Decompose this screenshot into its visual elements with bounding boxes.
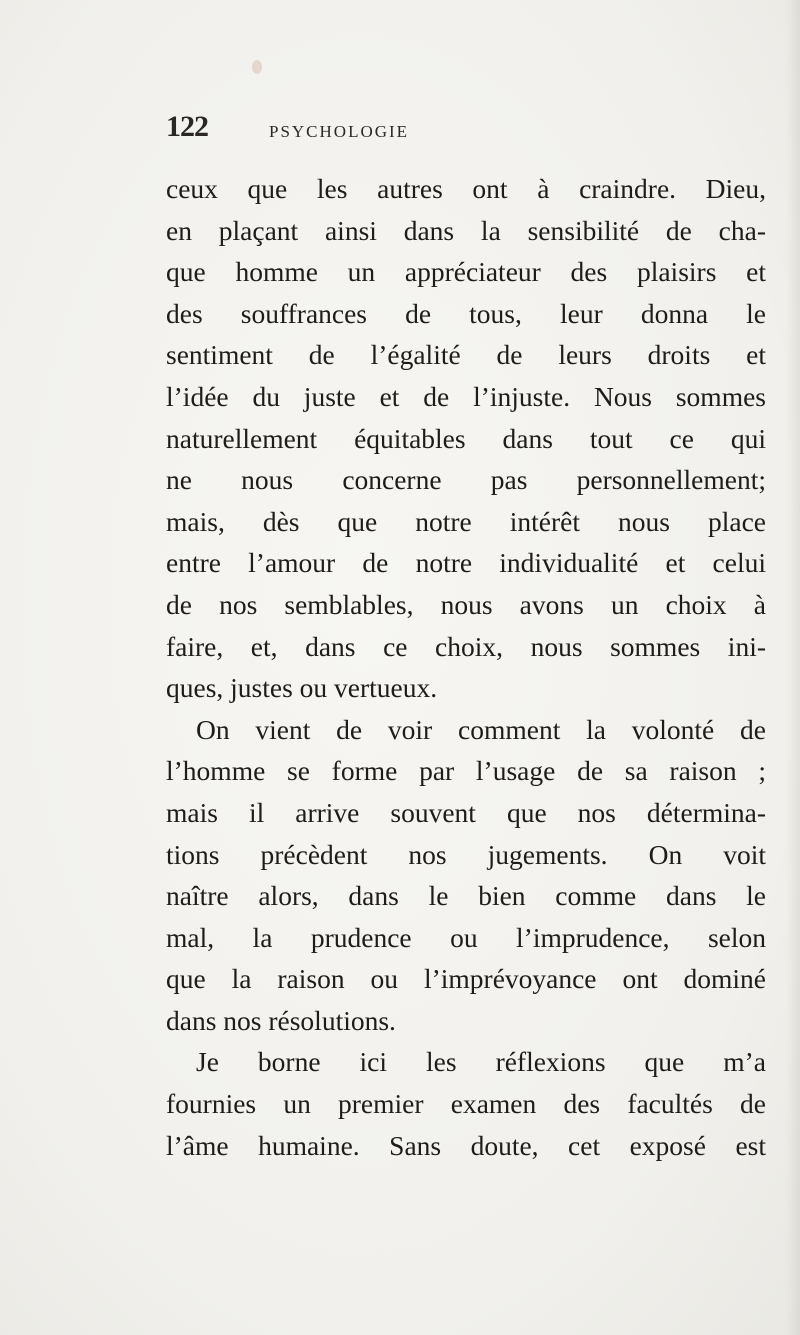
- body-text: [166, 168, 766, 1166]
- text-line: de nos semblables, nous avons un choix à: [166, 588, 766, 620]
- text-line: l’âme humaine. Sans doute, cet exposé est: [166, 1129, 766, 1161]
- page-header: [166, 110, 766, 150]
- running-head: PSYCHOLOGIE: [269, 122, 410, 141]
- text-line: fournies un premier examen des facultés de: [166, 1088, 766, 1120]
- text-line: ne nous concerne pas personnellement;: [166, 464, 766, 496]
- text-line: naître alors, dans le bien comme dans le: [166, 880, 766, 912]
- text-line: ques, justes ou vertueux.: [166, 672, 438, 704]
- text-line: Je borne ici les réflexions que m’a: [196, 1046, 766, 1078]
- text-line: en plaçant ainsi dans la sensibilité de cha-: [166, 214, 766, 246]
- text-line: entre l’amour de notre individualité et celui: [166, 547, 766, 579]
- text-line: l’homme se forme par l’usage de sa raison ;: [166, 755, 766, 787]
- text-line: l’idée du juste et de l’injuste. Nous sommes: [166, 380, 766, 412]
- text-line: dans nos résolutions.: [166, 1004, 396, 1036]
- text-line: On vient de voir comment la volonté de: [196, 713, 766, 745]
- ink-smudge: [252, 60, 262, 74]
- text-line: sentiment de l’égalité de leurs droits et: [166, 339, 766, 371]
- text-line: des souffrances de tous, leur donna le: [166, 297, 766, 329]
- text-line: que homme un appréciateur des plaisirs et: [166, 256, 766, 288]
- page-number: 122: [166, 110, 208, 143]
- text-line: mais il arrive souvent que nos détermina-: [166, 796, 766, 828]
- text-line: mal, la prudence ou l’imprudence, selon: [166, 921, 766, 953]
- text-line: naturellement équitables dans tout ce qui: [166, 422, 766, 454]
- text-line: tions précèdent nos jugements. On voit: [166, 838, 766, 870]
- text-line: ceux que les autres ont à craindre. Dieu,: [166, 173, 766, 204]
- text-line: faire, et, dans ce choix, nous sommes ini-: [166, 630, 766, 662]
- text-line: mais, dès que notre intérêt nous place: [166, 505, 766, 537]
- text-line: que la raison ou l’imprévoyance ont dominé: [166, 963, 766, 995]
- page-edge-shadow: [786, 0, 800, 1335]
